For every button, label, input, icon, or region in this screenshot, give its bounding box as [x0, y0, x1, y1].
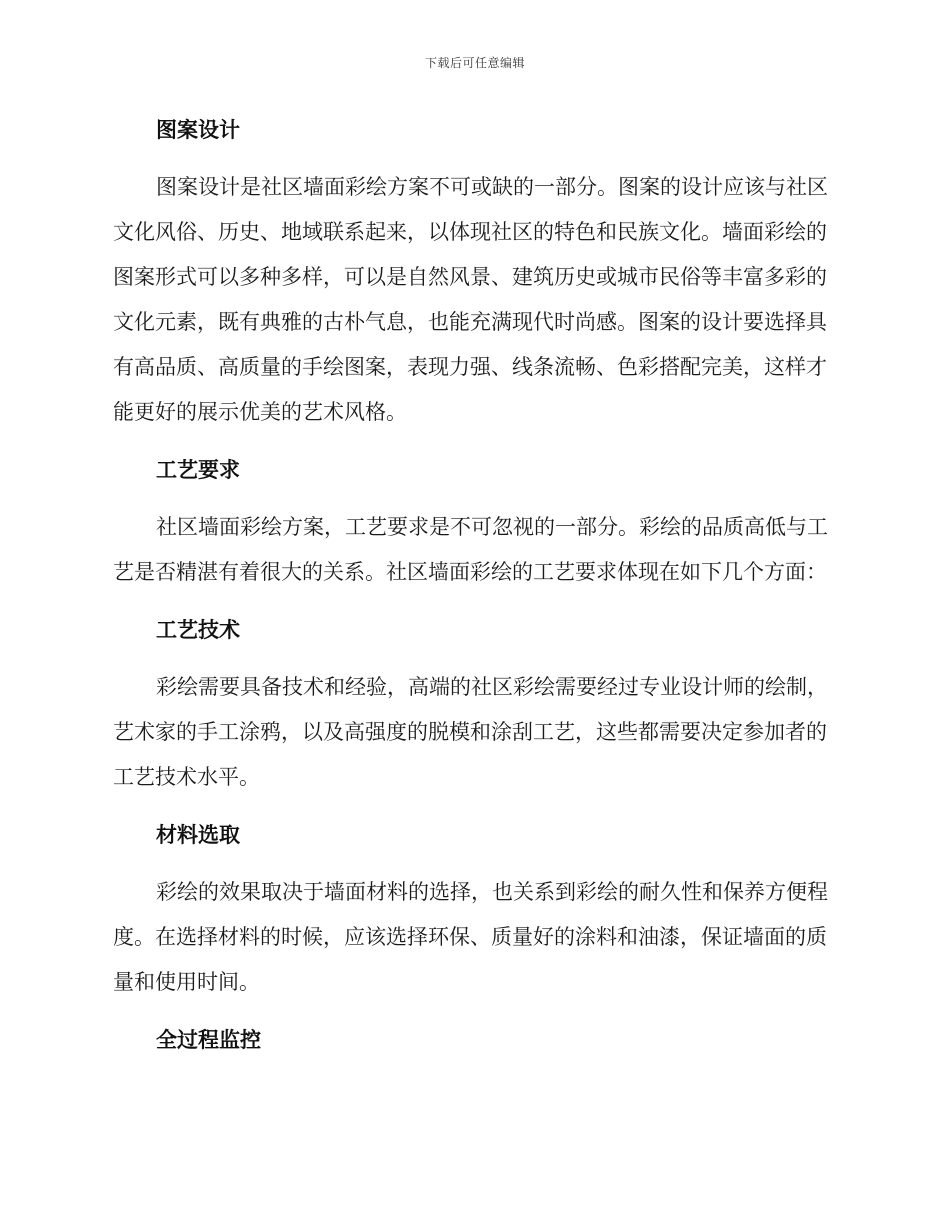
- section-paragraph-material-selection: 彩绘的效果取决于墙面材料的选择，也关系到彩绘的耐久性和保养方便程度。在选择材料的时候，应该选择环保、质量好的涂料和油漆，保证墙面的质量和使用时间。: [113, 880, 828, 994]
- page-header: 下载后可任意编辑: [424, 56, 525, 70]
- section-paragraph-craft-requirements: 社区墙面彩绘方案，工艺要求是不可忽视的一部分。彩绘的品质高低与工艺是否精湛有着很大的关系。社区墙面彩绘的工艺要求体现在如下几个方面：: [113, 515, 828, 584]
- section-heading-pattern-design: 图案设计: [156, 118, 240, 142]
- section-heading-material-selection: 材料选取: [156, 823, 240, 847]
- document-body: [113, 108, 833, 1062]
- section-heading-process-monitoring: 全过程监控: [156, 1028, 261, 1052]
- section-paragraph-pattern-design: 图案设计是社区墙面彩绘方案不可或缺的一部分。图案的设计应该与社区文化风俗、历史、地域联系起来，以体现社区的特色和民族文化。墙面彩绘的图案形式可以多种多样，可以是自然风景、建筑历史或城市民俗等丰富多彩的文化元素，既有典雅的古朴气息，也能充满现代时尚感。图案的设计要选择具有高品质、高质量的手绘图案，表现力强、线条流畅、色彩搭配完美，这样才能更好的展示优美的艺术风格。: [113, 175, 828, 424]
- section-heading-craft-requirements: 工艺要求: [156, 458, 240, 482]
- section-heading-craft-technique: 工艺技术: [156, 618, 240, 642]
- section-paragraph-craft-technique: 彩绘需要具备技术和经验，高端的社区彩绘需要经过专业设计师的绘制，艺术家的手工涂鸦，以及高强度的脱模和涂刮工艺，这些都需要决定参加者的工艺技术水平。: [113, 675, 828, 789]
